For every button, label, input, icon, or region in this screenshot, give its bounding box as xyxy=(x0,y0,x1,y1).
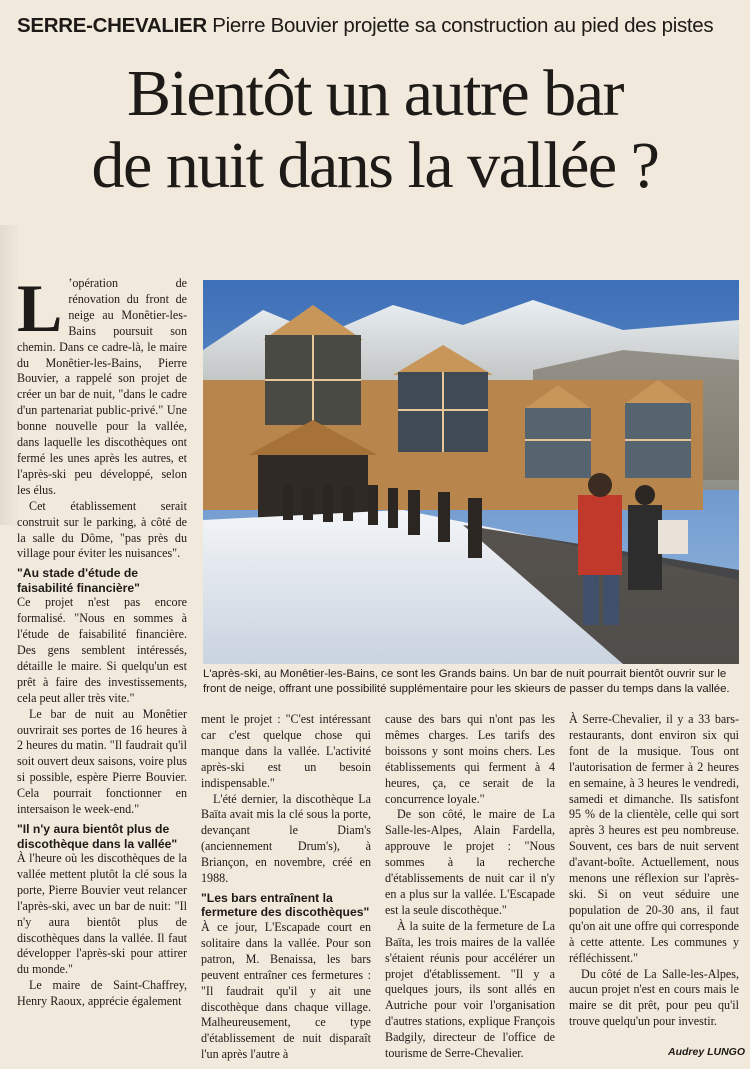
paragraph: Ce projet n'est pas encore formalisé. "Nous en sommes à l'étude de faisabilité financière. Des gens semblent intéressés, détaille le maire. Si quelqu'un est prêt à faire des investissements, cela peut aller très vite." xyxy=(17,595,187,705)
paragraph: À la suite de la fermeture de La Baïta, les trois maires de la vallée s'étaient réunis pour accélérer un projet d'établissement. "Il y a quelques jours, ils sont allés en Autriche pour voir l'organisation d'autres stations, explique François Badgily, directeur de l'office de tourisme de Serre-Chevalier. xyxy=(385,918,555,1061)
paragraph: À l'heure où les discothèques de la vallée mettent plutôt la clé sous la porte, Pierre Bouvier veut relancer l'après-ski, avec un bar de nuit: "Il n'y aura bientôt plus de discothèques dans la vallée. Il faut développer l'après-ski pour attirer du monde." xyxy=(17,851,187,977)
column-1-top xyxy=(17,270,187,1010)
column-4 xyxy=(569,712,739,1030)
author-byline: Audrey LUNGO xyxy=(668,1046,746,1058)
headline xyxy=(0,58,750,202)
subheading: "Il n'y aura bientôt plus de discothèque dans la vallée" xyxy=(17,822,178,851)
column-3 xyxy=(385,712,555,1062)
paragraph: ment le projet : "C'est intéressant car c'est quelque chose qui manque dans la vallée. L'activité après-ski est un besoin indispensable." xyxy=(201,712,371,790)
paragraph: À ce jour, L'Escapade court en solitaire dans la vallée. Pour son patron, M. Benaissa, les bars peuvent entraîner ces fermetures : "Il faudrait qu'il y ait une discothèque dans chaque village. Malheureusement, ce type d'établissement de nuit disparaît l'un après l'autre à xyxy=(201,919,371,1062)
paragraph: Le maire de Saint-Chaffrey, Henry Raoux, apprécie également xyxy=(17,978,187,1009)
kicker-text: Pierre Bouvier projette sa construction au pied des pistes xyxy=(206,14,714,37)
paragraph: Cet établissement serait construit sur le parking, à côté de la salle du Dôme, "pas près du village pour éviter les nuisances". xyxy=(17,498,187,561)
paragraph: À Serre-Chevalier, il y a 33 bars-restaurants, dont environ six qui font de la musique. Tous ont l'autorisation de fermer à 2 heures en semaine, à 3 heures le vendredi, samedi et dimanche. Ils satisfont 95 % de la clientèle, celle qui sort après 3 heures est peu nombreuse. Souvent, ces bars de nuit servent d'avant-boîte. Actuellement, nous menons une réflexion sur l'après-ski. Si on veut séduire une population de 20-30 ans, il faut qu'on ait une offre qui corresponde à cette attente. Les communes y réfléchissent." xyxy=(569,712,739,965)
subheading: "Les bars entraînent la fermeture des discothèques" xyxy=(201,890,370,920)
lead-text: ’opération de rénovation du front de neige au Monêtier-les-Bains poursuit son chemin. Dans ce cadre-là, le maire du Monêtier-les-Bains, Pierre Bouvier, a rappelé son projet de créer un bar de nuit, "dans le cadre d'un partenariat public-privé." Une bonne nouvelle pour la vallée, dans laquelle les discothèques ont fermé les unes après les autres, et l'après-ski peu développé, selon les élus. xyxy=(17,276,187,497)
headline-line-1: Bientôt un autre bar xyxy=(126,57,623,130)
paragraph: De son côté, le maire de La Salle-les-Alpes, Alain Fardella, approuve le projet : "Nous sommes à la recherche d'établissements de nuit car il n'y en a plus sur la vallée. L'Escapade est la seule discothèque." xyxy=(385,807,555,917)
drop-cap: L xyxy=(17,270,63,346)
paragraph: L'été dernier, la discothèque La Baïta avait mis la clé sous la porte, devançant le Diam's (anciennement Drum's), à Briançon, en novembre, créé en 1988. xyxy=(201,791,371,886)
lead-paragraph xyxy=(17,270,187,499)
column-2 xyxy=(201,712,371,1063)
subheading: "Au stade d'étude de faisabilité financière" xyxy=(17,566,140,595)
article-photo xyxy=(203,280,739,664)
photo-caption: L'après-ski, au Monêtier-les-Bains, ce sont les Grands bains. Un bar de nuit pourrait bientôt ouvrir sur le front de neige, offrant une possibilité supplémentaire pour les skieurs de passer du temps dans la vallée. xyxy=(203,668,730,695)
article-kicker xyxy=(17,14,742,42)
kicker-location: SERRE-CHEVALIER xyxy=(17,14,207,37)
paragraph: cause des bars qui n'ont pas les mêmes charges. Les tarifs des boissons y sont moins chers. Les établissements qui ferment à 4 heures, ça, ce serait de la concurrence loyale." xyxy=(385,712,555,806)
headline-line-2: de nuit dans la vallée ? xyxy=(91,129,659,202)
paragraph: Du côté de La Salle-les-Alpes, aucun projet n'est en cours mais le maire se dit prêt, pour peu qu'il trouve quelqu'un pour investir. xyxy=(569,966,739,1029)
photo-grands-bains xyxy=(203,280,739,664)
paragraph: Le bar de nuit au Monêtier ouvrirait ses portes de 16 heures à 2 heures du matin. "Il faudrait qu'il soit ouvert deux saisons, voire plus si possible, espère Pierre Bouvier. Cela pourrait fonctionner en intersaison le week-end." xyxy=(17,706,187,817)
